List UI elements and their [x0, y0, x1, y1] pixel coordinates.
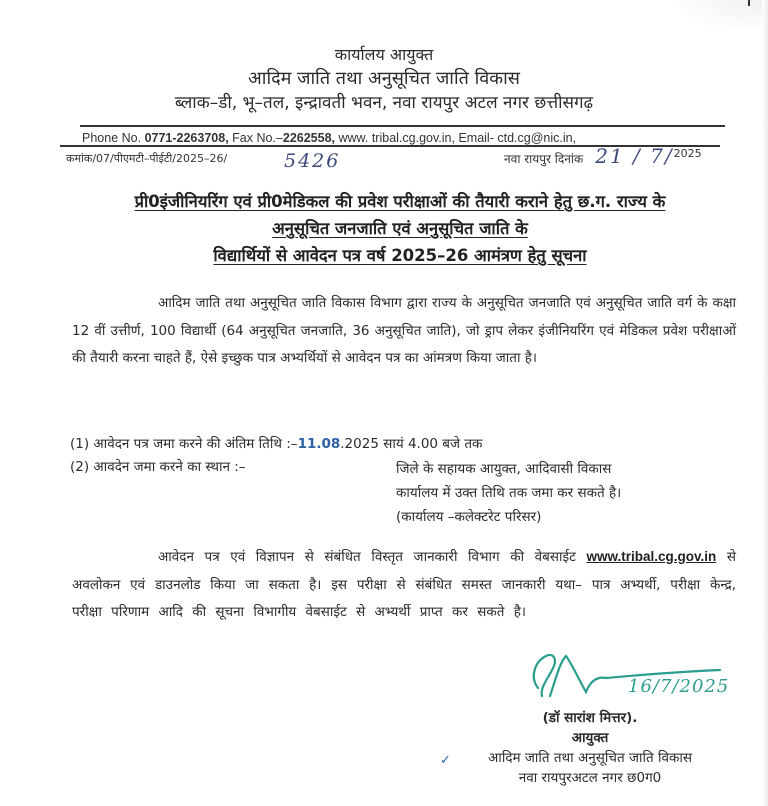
notice-title — [60, 188, 740, 269]
web-email: www. tribal.cg.gov.in, Email- ctd.cg@nic.in, — [338, 131, 577, 145]
website-link[interactable]: www.tribal.cg.gov.in — [586, 549, 717, 564]
tick-mark-icon: ✓ — [440, 753, 451, 768]
deadline-item — [70, 434, 482, 452]
fax-number: 2262558, — [282, 131, 336, 145]
phone-label: Phone No. — [82, 131, 142, 145]
reference-number: 5426 — [284, 150, 341, 172]
handwritten-date: 21 / 7/ — [595, 144, 674, 168]
signatory-department — [440, 748, 740, 768]
place-line: जिले के सहायक आयुक्त, आदिवासी विकास — [396, 461, 612, 477]
title-line-2: अनुसूचित जनजाति एवं अनुसूचित जाति के — [272, 219, 528, 238]
office-name: कार्यालय आयुक्त — [334, 45, 434, 64]
signature-date: 16/7/2025 — [628, 676, 730, 697]
fax-label: Fax No.– — [232, 131, 283, 145]
submission-place — [396, 457, 621, 529]
intro-paragraph: आदिम जाति तथा अनुसूचित जाति विकास विभाग द्वारा राज्य के अनुसूचित जनजाति एवं अनुसूचित जाति वर्ग के कक्षा 12 वीं उत्तीर्ण, 100 विद्यार्थी (64 अनुसूचित जनजाति, 36 अनुसूचित जाति), जो ड्राप लेकर इंजीनियरिंग एवं मेडिकल प्रवेश परीक्षाओं की तैयारी करना चाहते हैं, ऐसे इच्छुक पात्र अभ्यर्थियों से आवेदन पत्र का आंमत्रण किया जाता है। — [72, 295, 736, 366]
website-paragraph-start: आवेदन पत्र एवं विज्ञापन से संबंधित विस्तृत जानकारी विभाग की वेबसाईट — [158, 549, 576, 565]
letterhead-rule-top — [80, 125, 725, 127]
department-text: आदिम जाति तथा अनुसूचित जाति विकास — [488, 750, 692, 766]
deadline-label: (1) आवेदन पत्र जमा करने की अंतिम तिथि :– — [70, 436, 298, 452]
phone-number: 0771-2263708, — [144, 131, 229, 145]
title-line-1: प्री0इंजीनियरिंग एवं प्री0मेडिकल की प्रवेश परीक्षाओं की तैयारी कराने हेतु छ.ग. राज्य के — [134, 192, 666, 211]
place-date — [504, 144, 702, 168]
submission-place-label: (2) आवदेन जमा करने का स्थान :– — [70, 459, 246, 475]
signatory-block — [440, 708, 740, 788]
signatory-designation: आयुक्त — [571, 730, 609, 746]
corner-shadow — [678, 0, 768, 30]
letterhead — [0, 44, 768, 116]
contact-line — [82, 131, 576, 145]
place-line: (कार्यालय –कलेक्टरेट परिसर) — [396, 509, 542, 525]
signatory-city: नवा रायपुरअटल नगर छ0ग0 — [518, 770, 662, 786]
department-name: आदिम जाति तथा अनुसूचित जाति विकास — [248, 68, 520, 89]
reference-prefix: कमांक/07/पीएमटी–पीईटी/2025–26/ — [66, 152, 228, 165]
place-line: कार्यालय में उक्त तिथि तक जमा कर सकते है। — [396, 485, 622, 501]
date-year: 2025 — [673, 147, 702, 160]
website-paragraph-end: से अवलोकन एवं डाउनलोड किया जा सकता है। इस परीक्षा से संबंधित समस्त जानकारी यथा– पात्र अभ्यर्थी, परीक्षा केन्द्र, परीक्षा परिणाम आदि की सूचना विभागीय वेबसाईट से अभ्यर्थी प्राप्त कर सकते है। — [72, 549, 736, 620]
place-date-label: नवा रायपुर दिनांक — [504, 152, 584, 166]
deadline-rest: .2025 सायं 4.00 बजे तक — [340, 436, 483, 452]
office-address: ब्लाक–डी, भू–तल, इन्द्रावती भवन, नवा रायपुर अटल नगर छत्तीसगढ़ — [174, 93, 594, 113]
title-line-3: विद्यार्थियों से आवेदन पत्र वर्ष 2025–26 आमंत्रण हेतु सूचना — [213, 246, 587, 265]
signatory-name: (डॉ सारांश मित्तर). — [542, 710, 638, 726]
corner-mark — [748, 0, 750, 6]
deadline-date-handwritten: 11.08 — [297, 436, 341, 452]
website-paragraph — [72, 543, 736, 627]
page-edge-shadow — [762, 0, 768, 806]
